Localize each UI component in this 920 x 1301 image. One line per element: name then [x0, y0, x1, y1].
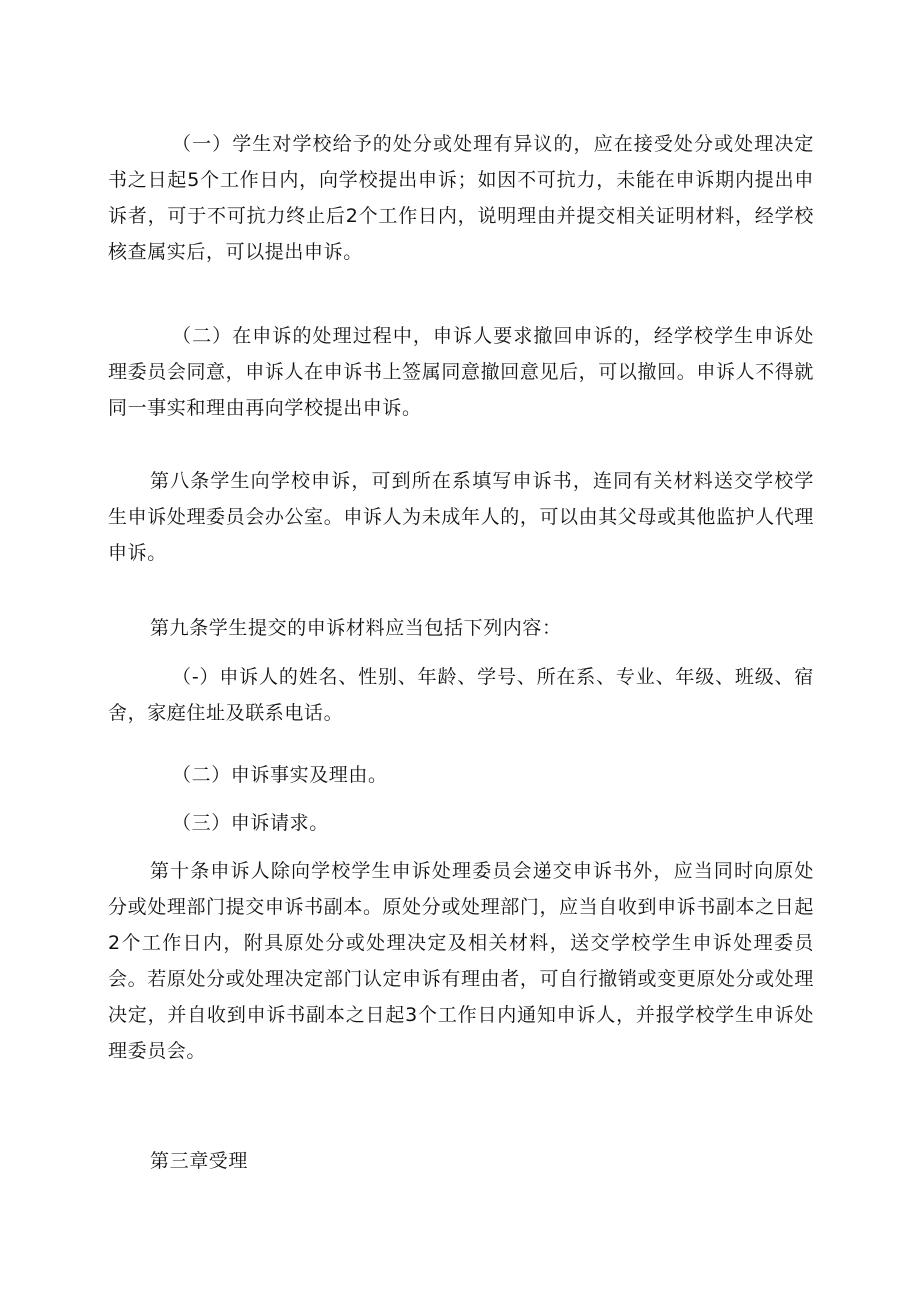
chapter-heading: 第三章受理: [150, 1150, 249, 1172]
paragraph-article-8: 第八条学生向学校申诉，可到所在系填写申诉书，连同有关材料送交学校学生申诉处理委员会办公室。申诉人为未成年人的，可以由其父母或其他监护人代理申诉。: [108, 470, 814, 564]
paragraph-article-9-item-3: （三）申诉请求。: [172, 812, 329, 834]
paragraph-article-10: 第十条申诉人除向学校学生申诉处理委员会递交申诉书外，应当同时向原处分或处理部门提交申诉书副本。原处分或处理部门，应当自收到申诉书副本之日起2个工作日内，附具原处分或处理决定及相关材料，送交学校学生申诉处理委员会。若原处分或处理决定部门认定申诉有理由者，可自行撤销或变更原处分或处理决定，并自收到申诉书副本之日起3个工作日内通知申诉人，并报学校学生申诉处理委员会。: [108, 860, 814, 1062]
paragraph-appeal-withdrawal: （二）在申诉的处理过程中，申诉人要求撤回申诉的，经学校学生申诉处理委员会同意，申诉人在申诉书上签属同意撤回意见后，可以撤回。申诉人不得就同一事实和理由再向学校提出申诉。: [108, 325, 814, 419]
paragraph-article-9-item-2: （二）申诉事实及理由。: [172, 764, 388, 786]
paragraph-appeal-deadline: （一）学生对学校给予的处分或处理有异议的，应在接受处分或处理决定书之日起5个工作日内，向学校提出申诉；如因不可抗力，未能在申诉期内提出申诉者，可于不可抗力终止后2个工作日内，说明理由并提交相关证明材料，经学校核查属实后，可以提出申诉。: [108, 133, 814, 263]
paragraph-article-9-item-1: （-）申诉人的姓名、性别、年龄、学号、所在系、专业、年级、班级、宿舍，家庭住址及联系电话。: [108, 666, 814, 724]
paragraph-article-9: 第九条学生提交的申诉材料应当包括下列内容：: [150, 617, 562, 639]
